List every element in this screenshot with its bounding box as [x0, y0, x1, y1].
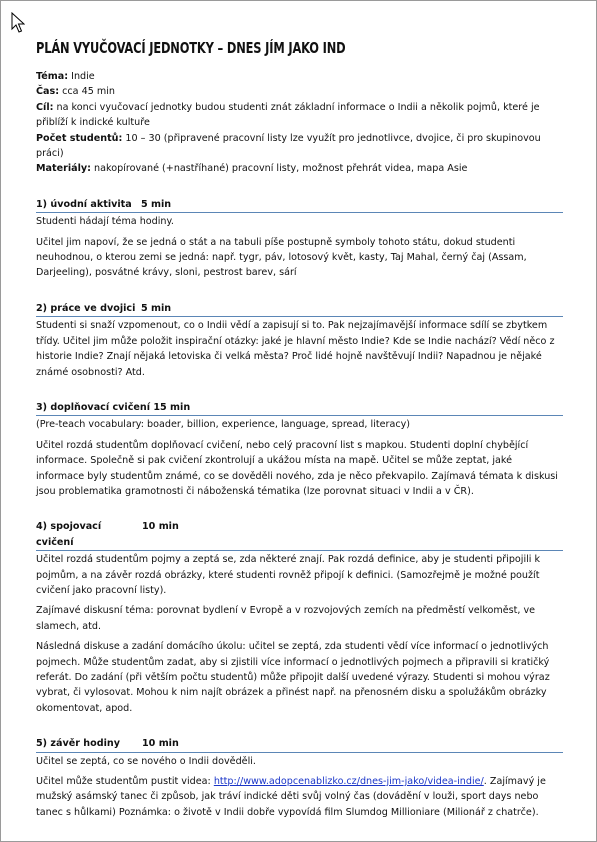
section-paragraph: Studenti si snaží vzpomenout, co o Indii vědí a zapisují si to. Pak nejzajímavější informace sdílí se zbytkem třídy. Učitel jim může položit inspirační otázky: jaké je hlavní město Indie? Kde se Indie nachází? Vědí něco z historie Indie? Znají nějaká letoviska či velká města? Proč lidé hojně navštěvují Indii? Napadnou je nějaké známé osobnosti? Atd. — [36, 320, 555, 378]
section-title: 2) práce ve dvojici — [36, 302, 136, 314]
page-title: PLÁN VYUČOVACÍ JEDNOTKY – DNES JÍM JAKO IND — [36, 39, 346, 57]
lesson-section — [36, 736, 563, 820]
section-heading — [36, 736, 563, 752]
meta-line — [36, 69, 563, 84]
lesson-section — [36, 197, 563, 281]
meta-value: na konci vyučovací jednotky budou studenti znát základní informace o Indii a několik pojmů, které je přiblíží k indické kultuře — [36, 101, 540, 129]
section-title: 4) spojovací cvičení — [36, 521, 102, 548]
video-text-before: Učitel může studentům pustit videa: — [36, 776, 214, 788]
meta-value: nakopírované (+nastříhané) pracovní listy, možnost přehrát videa, mapa Asie — [91, 163, 468, 175]
section-duration: 10 min — [142, 738, 179, 750]
lesson-sections — [36, 197, 563, 820]
meta-line — [36, 131, 563, 162]
section-paragraph: Učitel rozdá studentům doplňovací cvičení, nebo celý pracovní list s mapkou. Studenti doplní chybějící informace. Společně si pak cvičení zkontrolují a ukážou místa na mapě. Učitel se může zeptat, jaké informace byly studentům známé, co se dověděli nového, zda je něco překvapilo. Zajímavá témata k diskusi jsou problematika gramotnosti či náboženská tématika (lze porovnat situaci v Indii a v ČR). — [36, 439, 558, 497]
section-paragraph: Zajímavé diskusní téma: porovnat bydlení v Evropě a v rozvojových zemích na předměstí velkoměst, ve slamech, atd. — [36, 605, 536, 632]
section-duration: 10 min — [142, 521, 179, 533]
meta-label: Čas: — [36, 86, 60, 98]
lesson-section — [36, 519, 563, 716]
section-paragraph: Učitel rozdá studentům pojmy a zeptá se, zda některé znají. Pak rozdá definice, aby je studenti připojili k pojmům, a na závěr rozdá obrázky, které studenti rovněž připojí k definici. (Samozřejmě je možné použít cvičení jako pracovní listy). — [36, 554, 541, 596]
meta-label: Počet studentů: — [36, 132, 123, 144]
section-paragraph: Následná diskuse a zadání domácího úkolu: učitel se zeptá, zda studenti vědí více informací o jednotlivých pojmech. Může studentům zadat, aby si zjistili více informací o jednotlivých pojmech a připravili si kratičký referát. Do zadání (při větším počtu studentů) může připojit další uvedené výrazy. Studenti si mohou výraz vybrat, či vylosovat. Mohou k nim najít obrázek a přinést např. na přenosném disku a spolužákům obrázky okomentovat, apod. — [36, 641, 550, 714]
section-heading — [36, 197, 563, 213]
meta-line — [36, 161, 563, 176]
section-heading — [36, 301, 563, 317]
section-heading — [36, 519, 563, 551]
section-paragraph: Studenti hádají téma hodiny. — [36, 216, 174, 228]
section-duration: 5 min — [141, 302, 172, 314]
lesson-section — [36, 301, 563, 380]
section-duration: 5 min — [141, 198, 172, 210]
mouse-cursor-icon — [11, 12, 25, 34]
video-paragraph — [36, 774, 563, 820]
section-title: 1) úvodní aktivita — [36, 198, 132, 210]
lesson-meta — [36, 69, 563, 177]
meta-label: Cíl: — [36, 101, 54, 113]
meta-label: Materiály: — [36, 163, 91, 175]
section-paragraph: (Pre-teach vocabulary: boader, billion, experience, language, spread, literacy) — [36, 419, 411, 431]
lesson-section — [36, 400, 563, 499]
section-title: 5) závěr hodiny — [36, 738, 120, 750]
section-paragraph: Učitel jim napoví, že se jedná o stát a na tabuli píše postupně symboly tohoto státu, dokud studenti neuhodnou, o kterou zemi se jedná: např. tygr, páv, lotosový květ, kasty, Taj Mahal, černý čaj (Assam, Darjeeling), posvátné krávy, sloni, pestrost barev, sárí — [36, 236, 527, 279]
meta-label: Téma: — [36, 71, 69, 82]
meta-value: 10 – 30 (připravené pracovní listy lze využít pro jednotlivce, dvojice, či pro skupinovou práci) — [36, 132, 541, 160]
video-link[interactable]: http://www.adopcenablizko.cz/dnes-jim-jako/videa-indie/ — [213, 776, 484, 788]
meta-line — [36, 84, 563, 99]
section-paragraph: Učitel se zeptá, co se nového o Indii dověděli. — [36, 755, 256, 767]
document-content — [36, 39, 563, 825]
meta-value: Indie — [68, 71, 95, 82]
section-title: 3) doplňovací cvičení 15 min — [36, 401, 191, 413]
video-text-after: . Zajímavý je mužský asámský tanec či způsob, jak tráví indické děti svůj volný čas (dovádění v louži, sport days nebo tanec s hůlkami) Poznámka: o životě v Indii dobře vypovídá film Slumdog Millioniare (Milionář z chatrče). — [36, 776, 546, 818]
meta-value: cca 45 min — [59, 86, 115, 98]
section-heading — [36, 400, 563, 416]
meta-line — [36, 100, 563, 131]
